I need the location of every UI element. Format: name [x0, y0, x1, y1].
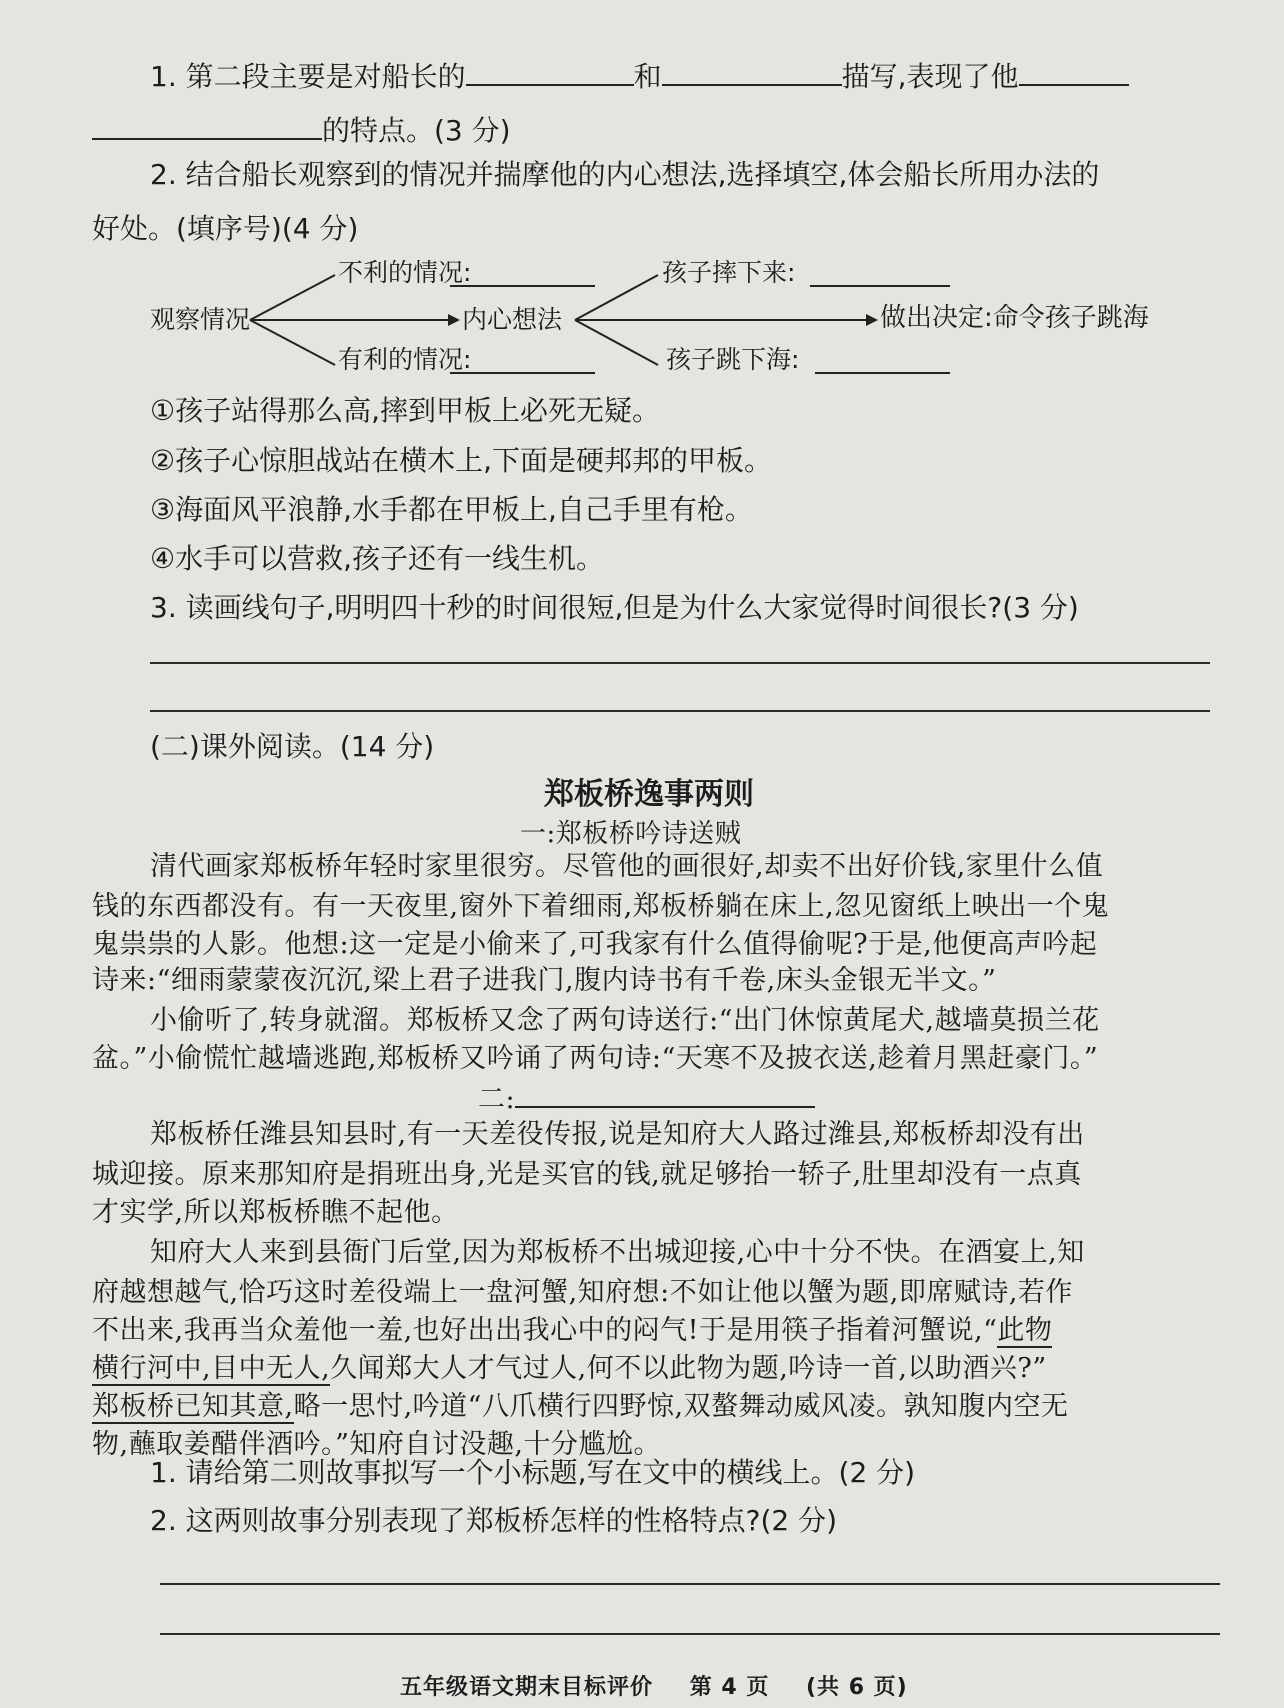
story-2-line: 城迎接。原来那知府是捐班出身,光是买官的钱,就足够抬一轿子,肚里却没有一点真 — [92, 1159, 1082, 1190]
story-1-line: 盆。”小偷慌忙越墙逃跑,郑板桥又吟诵了两句诗:“天寒不及披衣送,趁着月黑赶豪门。” — [92, 1043, 1099, 1074]
underlined-text: 郑板桥已知其意, — [92, 1391, 294, 1422]
page-footer — [400, 1670, 936, 1701]
reading-question-2: 2. 这两则故事分别表现了郑板桥怎样的性格特点?(2 分) — [150, 1504, 838, 1537]
underlined-text: 此物 — [997, 1315, 1053, 1346]
story-2-text: 久闻郑大人才气过人,何不以此物为题,吟诗一首,以助酒兴?” — [330, 1353, 1047, 1384]
reading-question-1: 1. 请给第二则故事拟写一个小标题,写在文中的横线上。(2 分) — [150, 1456, 916, 1489]
story-2-line — [92, 1352, 1047, 1386]
story-1-line: 钱的东西都没有。有一天夜里,窗外下着细雨,郑板桥躺在床上,忽见窗纸上映出一个鬼 — [92, 891, 1110, 922]
story-2-line — [92, 1390, 1069, 1424]
answer-line[interactable] — [150, 662, 1210, 664]
story-1-line: 诗来:“细雨蒙蒙夜沉沉,梁上君子进我门,腹内诗书有千卷,床头金银无半文。” — [92, 965, 997, 996]
section-2-heading: (二)课外阅读。(14 分) — [150, 730, 435, 763]
footer-total-pages: (共 6 页) — [806, 1675, 908, 1700]
story-2-text: 不出来,我再当众羞他一羞,也好出出我心中的闷气!于是用筷子指着河蟹说,“ — [92, 1315, 998, 1346]
answer-line[interactable] — [150, 710, 1210, 712]
option-4: ④水手可以营救,孩子还有一线生机。 — [150, 542, 605, 575]
diagram-decision: 做出决定:命令孩子跳海 — [880, 303, 1149, 333]
answer-line[interactable] — [160, 1583, 1220, 1585]
article-title: 郑板桥逸事两则 — [544, 777, 754, 812]
story-1-line: 小偷听了,转身就溜。郑板桥又念了两句诗送行:“出门休惊黄尾犬,越墙莫损兰花 — [150, 1005, 1100, 1036]
reasoning-diagram-lines — [0, 0, 1284, 400]
q1-text-c: 描写,表现了他 — [841, 60, 1019, 93]
diagram-child-jumps: 孩子跳下海: — [666, 345, 800, 374]
story-2-line — [92, 1314, 1052, 1348]
diagram-bad-situation: 不利的情况: — [338, 258, 472, 287]
answer-line[interactable] — [160, 1633, 1220, 1635]
subtitle-answer-blank[interactable] — [515, 1082, 815, 1108]
story-2-line: 郑板桥任潍县知县时,有一天差役传报,说是知府大人路过潍县,郑板桥却没有出 — [150, 1119, 1085, 1150]
story-2-subtitle — [478, 1082, 815, 1117]
story-1-line: 鬼祟祟的人影。他想:这一定是小偷来了,可我家有什么值得偷呢?于是,他便高声吟起 — [92, 929, 1098, 960]
option-1: ①孩子站得那么高,摔到甲板上必死无疑。 — [150, 394, 661, 427]
question-3: 3. 读画线句子,明明四十秒的时间很短,但是为什么大家觉得时间很长?(3 分) — [150, 591, 1079, 624]
story-1-subtitle: 一:郑板桥吟诗送贼 — [520, 819, 742, 849]
q1-text-d: 的特点。(3 分) — [322, 114, 511, 147]
q1-text-a: 1. 第二段主要是对船长的 — [150, 60, 466, 93]
story-2-line: 府越想越气,恰巧这时差役端上一盘河蟹,知府想:不如让他以蟹为题,即席赋诗,若作 — [92, 1277, 1073, 1308]
story-2-subtitle-label: 二: — [478, 1084, 516, 1115]
question-2-line-2: 好处。(填序号)(4 分) — [92, 212, 359, 245]
story-2-line: 物,蘸取姜醋伴酒吟。”知府自讨没趣,十分尴尬。 — [92, 1429, 661, 1460]
underlined-text: 横行河中,目中无人, — [92, 1353, 331, 1384]
footer-page-number: 第 4 页 — [689, 1675, 770, 1700]
story-2-line: 才实学,所以郑板桥瞧不起他。 — [92, 1197, 459, 1228]
option-3: ③海面风平浪静,水手都在甲板上,自己手里有枪。 — [150, 493, 753, 526]
diagram-child-falls: 孩子摔下来: — [662, 258, 796, 287]
diagram-observe: 观察情况 — [150, 305, 251, 334]
diagram-good-situation: 有利的情况: — [338, 345, 472, 374]
option-2: ②孩子心惊胆战站在横木上,下面是硬邦邦的甲板。 — [150, 444, 773, 477]
diagram-thought: 内心想法 — [462, 305, 563, 334]
question-2-line-1: 2. 结合船长观察到的情况并揣摩他的内心想法,选择填空,体会船长所用办法的 — [150, 158, 1100, 191]
story-2-line: 知府大人来到县衙门后堂,因为郑板桥不出城迎接,心中十分不快。在酒宴上,知 — [150, 1237, 1085, 1268]
q1-text-b: 和 — [633, 60, 662, 93]
story-2-text: 略一思忖,吟道“八爪横行四野惊,双螯舞动威风凌。孰知腹内空无 — [293, 1391, 1069, 1422]
footer-title: 五年级语文期末目标评价 — [400, 1675, 654, 1700]
story-1-line: 清代画家郑板桥年轻时家里很穷。尽管他的画很好,却卖不出好价钱,家里什么值 — [150, 851, 1104, 882]
